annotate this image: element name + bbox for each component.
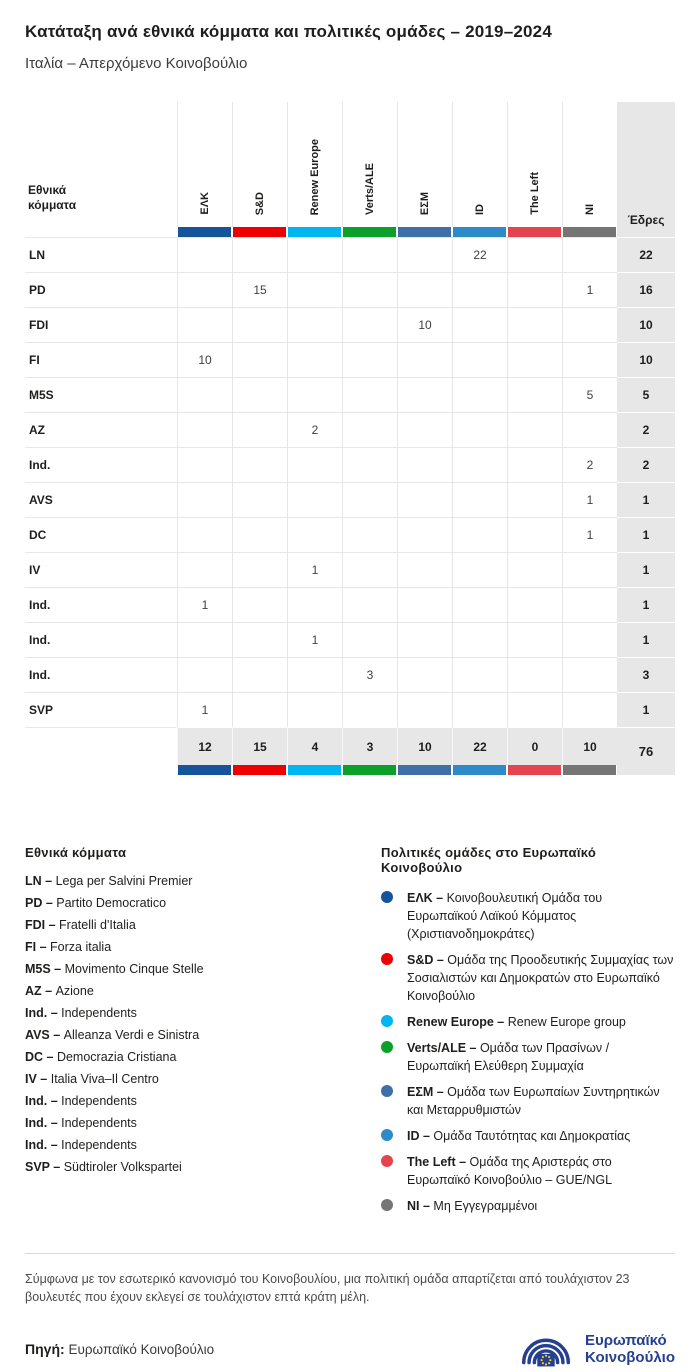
party-fullname: Südtiroler Volkspartei — [63, 1160, 182, 1174]
seat-cell — [452, 622, 507, 657]
seat-cell — [507, 482, 562, 517]
column-header-id — [452, 102, 507, 227]
group-color-bar-bottom — [287, 765, 342, 775]
seat-cell — [507, 517, 562, 552]
seat-cell: 1 — [177, 692, 232, 727]
seat-cell — [342, 237, 397, 272]
color-bar — [178, 765, 231, 775]
group-color-bar-top — [287, 227, 342, 237]
seat-cell: 22 — [452, 237, 507, 272]
party-fullname: Azione — [55, 984, 94, 998]
group-description: Ομάδα των Ευρωπαίων Συντηρητικών και Μεταρρυθμιστών — [407, 1085, 660, 1117]
party-name: PD — [25, 272, 177, 307]
group-color-bar-top — [342, 227, 397, 237]
row-total: 1 — [617, 622, 675, 657]
seat-cell — [177, 657, 232, 692]
party-legend-item — [25, 962, 355, 977]
row-total: 10 — [617, 342, 675, 377]
group-legend-item — [381, 889, 675, 943]
seat-cell — [397, 272, 452, 307]
column-label: ΕΣΜ — [419, 191, 431, 215]
seat-cell — [397, 587, 452, 622]
party-abbr: Ind. – — [25, 1116, 62, 1130]
seat-cell — [507, 657, 562, 692]
seat-cell: 2 — [562, 447, 617, 482]
seat-cell — [232, 482, 287, 517]
group-color-dot — [381, 1041, 393, 1053]
row-total: 22 — [617, 237, 675, 272]
seat-cell — [287, 517, 342, 552]
group-color-bar-top — [507, 227, 562, 237]
party-name: AVS — [25, 482, 177, 517]
seat-cell — [562, 412, 617, 447]
party-fullname: Movimento Cinque Stelle — [64, 962, 204, 976]
group-description: Ομάδα Ταυτότητας και Δημοκρατίας — [433, 1129, 631, 1143]
column-total: 10 — [397, 727, 452, 765]
seat-cell — [232, 692, 287, 727]
seat-cell — [287, 307, 342, 342]
color-bar — [178, 227, 231, 237]
seat-cell — [232, 412, 287, 447]
column-total: 15 — [232, 727, 287, 765]
seat-cell — [397, 657, 452, 692]
seat-cell — [397, 447, 452, 482]
seat-cell — [452, 342, 507, 377]
party-name: Ind. — [25, 657, 177, 692]
seat-cell — [342, 412, 397, 447]
party-name: M5S — [25, 377, 177, 412]
party-abbr: AZ – — [25, 984, 56, 998]
seat-cell: 3 — [342, 657, 397, 692]
seat-cell — [232, 342, 287, 377]
party-abbr: Ind. – — [25, 1094, 62, 1108]
seat-cell — [232, 377, 287, 412]
group-legend-item — [381, 1039, 675, 1075]
party-fullname: Italia Viva–Il Centro — [50, 1072, 159, 1086]
seat-cell — [507, 692, 562, 727]
party-legend — [25, 845, 355, 1223]
seat-cell — [287, 377, 342, 412]
seat-cell — [452, 377, 507, 412]
party-abbr: AVS – — [25, 1028, 64, 1042]
seat-cell: 1 — [562, 482, 617, 517]
group-color-bar-bottom — [562, 765, 617, 775]
seat-cell — [342, 342, 397, 377]
seat-cell — [177, 412, 232, 447]
party-name: FDI — [25, 307, 177, 342]
seats-column-header: Έδρες — [617, 102, 675, 237]
seat-cell — [397, 482, 452, 517]
seat-cell — [342, 482, 397, 517]
row-total: 1 — [617, 587, 675, 622]
party-abbr: Ind. – — [25, 1006, 62, 1020]
source — [25, 1341, 214, 1357]
party-abbr: FDI – — [25, 918, 60, 932]
party-legend-item — [25, 1072, 355, 1087]
group-color-bar-bottom — [452, 765, 507, 775]
group-legend-item — [381, 1083, 675, 1119]
column-header-epp — [177, 102, 232, 227]
party-abbr: FI – — [25, 940, 51, 954]
party-legend-item — [25, 918, 355, 933]
group-color-bar-top — [452, 227, 507, 237]
party-fullname: Fratelli d'Italia — [59, 918, 136, 932]
party-name: FI — [25, 342, 177, 377]
party-legend-item — [25, 1006, 355, 1021]
color-bar — [343, 227, 396, 237]
seat-cell — [507, 622, 562, 657]
seat-cell — [562, 587, 617, 622]
seat-cell — [177, 447, 232, 482]
seat-cell — [452, 412, 507, 447]
seat-cell — [397, 692, 452, 727]
seat-cell — [397, 412, 452, 447]
group-color-dot — [381, 1129, 393, 1141]
seat-cell: 10 — [177, 342, 232, 377]
seat-cell — [507, 552, 562, 587]
source-label: Πηγή: — [25, 1341, 65, 1357]
color-bar — [508, 227, 561, 237]
seat-cell — [507, 307, 562, 342]
color-bar — [508, 765, 561, 775]
seat-cell — [232, 447, 287, 482]
group-legend-list — [381, 889, 675, 1215]
color-bar — [398, 765, 451, 775]
seat-cell — [562, 237, 617, 272]
color-bar — [398, 227, 451, 237]
seat-cell — [287, 237, 342, 272]
group-color-dot — [381, 1085, 393, 1097]
footnote: Σύμφωνα με τον εσωτερικό κανονισμό του Κοινοβουλίου, μια πολιτική ομάδα απαρτίζεται από τουλάχιστον 23 βουλευτές που έχουν εκλεγεί σε τουλάχιστον επτά κράτη μέλη. — [25, 1272, 630, 1304]
party-fullname: Partito Democratico — [56, 896, 167, 910]
seat-cell — [232, 587, 287, 622]
seat-cell — [507, 272, 562, 307]
seat-cell — [452, 447, 507, 482]
seat-cell — [452, 517, 507, 552]
seat-cell — [287, 342, 342, 377]
group-color-bar-bottom — [177, 765, 232, 775]
seat-cell — [232, 657, 287, 692]
group-color-dot — [381, 891, 393, 903]
color-bar — [343, 765, 396, 775]
row-total: 10 — [617, 307, 675, 342]
seat-cell — [562, 622, 617, 657]
row-total: 16 — [617, 272, 675, 307]
column-label: ID — [474, 204, 486, 215]
party-fullname: Independents — [61, 1094, 137, 1108]
row-total: 1 — [617, 552, 675, 587]
group-abbr: ΕΛΚ – — [407, 891, 447, 905]
seat-cell — [452, 587, 507, 622]
column-label: Verts/ALE — [364, 163, 376, 215]
row-total: 1 — [617, 517, 675, 552]
seat-cell — [562, 552, 617, 587]
seat-cell — [452, 307, 507, 342]
seat-cell — [287, 657, 342, 692]
party-name: Ind. — [25, 622, 177, 657]
color-bar — [563, 227, 616, 237]
party-legend-item — [25, 1050, 355, 1065]
page-title: Κατάταξη ανά εθνικά κόμματα και πολιτικές ομάδες – 2019–2024 — [25, 22, 552, 41]
seat-cell — [177, 307, 232, 342]
seat-cell — [342, 552, 397, 587]
seat-cell — [562, 692, 617, 727]
party-legend-list — [25, 874, 355, 1175]
seat-cell — [452, 272, 507, 307]
party-name: SVP — [25, 692, 177, 727]
footer-row — [25, 1326, 675, 1372]
party-legend-item — [25, 1116, 355, 1131]
party-legend-item — [25, 940, 355, 955]
seat-cell — [507, 342, 562, 377]
seat-cell: 1 — [287, 552, 342, 587]
grand-total: 76 — [617, 727, 675, 775]
column-total: 4 — [287, 727, 342, 765]
party-fullname: Independents — [61, 1116, 137, 1130]
seat-cell — [397, 342, 452, 377]
party-fullname: Independents — [61, 1138, 137, 1152]
source-value: Ευρωπαϊκό Κοινοβούλιο — [68, 1342, 215, 1357]
seat-cell — [342, 587, 397, 622]
seat-cell: 15 — [232, 272, 287, 307]
seat-cell — [452, 657, 507, 692]
seat-cell — [507, 412, 562, 447]
row-total: 5 — [617, 377, 675, 412]
party-name: IV — [25, 552, 177, 587]
color-bar — [233, 765, 286, 775]
color-bar — [563, 765, 616, 775]
party-legend-item — [25, 1138, 355, 1153]
seat-cell — [177, 517, 232, 552]
group-color-dot — [381, 1199, 393, 1211]
party-abbr: PD – — [25, 896, 57, 910]
group-abbr: Renew Europe – — [407, 1015, 508, 1029]
group-color-dot — [381, 1155, 393, 1167]
party-name: Ind. — [25, 587, 177, 622]
seat-cell — [562, 342, 617, 377]
row-header-line2: κόμματα — [28, 198, 77, 212]
divider — [25, 1253, 675, 1254]
color-bar — [453, 227, 506, 237]
row-total: 3 — [617, 657, 675, 692]
group-color-bar-bottom — [232, 765, 287, 775]
seat-cell — [342, 517, 397, 552]
group-abbr: Verts/ALE – — [407, 1041, 480, 1055]
column-header-verts — [342, 102, 397, 227]
party-name: Ind. — [25, 447, 177, 482]
group-legend-heading: Πολιτικές ομάδες στο Ευρωπαϊκό Κοινοβούλιο — [381, 845, 597, 875]
party-legend-item — [25, 1028, 355, 1043]
group-color-bar-top — [562, 227, 617, 237]
column-header-left — [507, 102, 562, 227]
seat-cell — [452, 482, 507, 517]
totals-spacer — [25, 727, 177, 765]
color-bar — [288, 765, 341, 775]
legend-section — [25, 845, 675, 1223]
seat-cell — [287, 692, 342, 727]
ranking-table — [25, 102, 675, 775]
group-description: Ομάδα της Προοδευτικής Συμμαχίας των Σοσιαλιστών και Δημοκρατών στο Ευρωπαϊκό Κοινοβούλιο — [407, 953, 674, 1003]
seat-cell: 1 — [287, 622, 342, 657]
group-description: Μη Εγγεγραμμένοι — [433, 1199, 538, 1213]
group-color-bar-top — [177, 227, 232, 237]
group-abbr: NI – — [407, 1199, 434, 1213]
party-legend-item — [25, 896, 355, 911]
group-abbr: The Left – — [407, 1155, 470, 1169]
seat-cell — [342, 447, 397, 482]
seat-cell — [452, 692, 507, 727]
ep-logo-line2: Κοινοβούλιο — [584, 1349, 675, 1366]
seat-cell — [507, 447, 562, 482]
column-label: The Left — [529, 172, 541, 215]
party-fullname: Lega per Salvini Premier — [55, 874, 193, 888]
group-legend-item — [381, 951, 675, 1005]
seat-cell — [177, 237, 232, 272]
seat-cell — [562, 657, 617, 692]
seat-cell — [177, 377, 232, 412]
row-total: 1 — [617, 482, 675, 517]
party-fullname: Democrazia Cristiana — [56, 1050, 177, 1064]
seat-cell — [397, 622, 452, 657]
seat-cell — [232, 552, 287, 587]
row-total: 2 — [617, 412, 675, 447]
row-total: 1 — [617, 692, 675, 727]
seat-cell — [507, 587, 562, 622]
seat-cell — [177, 552, 232, 587]
seat-cell — [397, 517, 452, 552]
party-abbr: LN – — [25, 874, 56, 888]
color-bar — [233, 227, 286, 237]
seat-cell — [287, 587, 342, 622]
group-color-bar-bottom — [342, 765, 397, 775]
party-legend-heading: Εθνικά κόμματα — [25, 845, 127, 860]
column-label: S&D — [254, 191, 266, 215]
group-abbr: ΕΣΜ – — [407, 1085, 448, 1099]
group-abbr: ID – — [407, 1129, 434, 1143]
party-abbr: DC – — [25, 1050, 57, 1064]
party-abbr: M5S – — [25, 962, 65, 976]
seat-cell — [452, 552, 507, 587]
party-fullname: Alleanza Verdi e Sinistra — [63, 1028, 200, 1042]
group-color-bar-top — [232, 227, 287, 237]
seat-cell — [397, 377, 452, 412]
seat-cell — [562, 307, 617, 342]
ep-logo — [515, 1326, 675, 1372]
column-total: 12 — [177, 727, 232, 765]
column-label: NI — [584, 204, 596, 215]
seat-cell — [397, 237, 452, 272]
row-header — [25, 102, 177, 227]
seat-cell — [232, 237, 287, 272]
group-color-bar-top — [397, 227, 452, 237]
column-label: ΕΛΚ — [199, 192, 211, 215]
group-legend — [381, 845, 675, 1223]
group-color-dot — [381, 953, 393, 965]
group-legend-item — [381, 1153, 675, 1189]
column-total: 22 — [452, 727, 507, 765]
group-legend-item — [381, 1013, 675, 1031]
seat-cell — [287, 482, 342, 517]
seat-cell — [287, 447, 342, 482]
ep-hemicycle-icon — [515, 1326, 577, 1372]
seat-cell — [342, 622, 397, 657]
seat-cell — [232, 622, 287, 657]
group-legend-item — [381, 1127, 675, 1145]
seat-cell — [232, 307, 287, 342]
party-fullname: Independents — [61, 1006, 137, 1020]
group-description: Ομάδα των Πρασίνων / Ευρωπαϊκή Ελεύθερη Συμμαχία — [407, 1041, 610, 1073]
seat-cell — [507, 377, 562, 412]
seat-cell — [342, 692, 397, 727]
seat-cell — [342, 307, 397, 342]
column-total: 10 — [562, 727, 617, 765]
group-description: Κοινοβουλευτική Ομάδα του Ευρωπαϊκού Λαϊκού Κόμματος (Χριστιανοδημοκράτες) — [407, 891, 603, 941]
party-legend-item — [25, 1160, 355, 1175]
ep-logo-line1: Ευρωπαϊκό — [584, 1332, 667, 1349]
seat-cell — [177, 272, 232, 307]
seat-cell: 10 — [397, 307, 452, 342]
ep-logo-text — [585, 1332, 675, 1366]
party-legend-item — [25, 874, 355, 889]
group-color-bar-bottom — [507, 765, 562, 775]
party-legend-item — [25, 1094, 355, 1109]
seat-cell: 2 — [287, 412, 342, 447]
seat-cell — [397, 552, 452, 587]
party-name: DC — [25, 517, 177, 552]
seat-cell — [177, 622, 232, 657]
column-total: 3 — [342, 727, 397, 765]
column-total: 0 — [507, 727, 562, 765]
column-header-sd — [232, 102, 287, 227]
page-subtitle: Ιταλία – Απερχόμενο Κοινοβούλιο — [25, 55, 248, 72]
seat-cell — [177, 482, 232, 517]
seat-cell: 1 — [562, 517, 617, 552]
seat-cell: 5 — [562, 377, 617, 412]
seat-cell — [507, 237, 562, 272]
row-total: 2 — [617, 447, 675, 482]
seat-cell: 1 — [177, 587, 232, 622]
group-color-bar-bottom — [397, 765, 452, 775]
party-abbr: SVP – — [25, 1160, 64, 1174]
party-name: AZ — [25, 412, 177, 447]
column-label: Renew Europe — [309, 138, 321, 215]
seat-cell — [342, 272, 397, 307]
group-color-dot — [381, 1015, 393, 1027]
seat-cell — [342, 377, 397, 412]
seat-cell: 1 — [562, 272, 617, 307]
row-header-line1: Εθνικά — [28, 183, 67, 197]
party-abbr: Ind. – — [25, 1138, 62, 1152]
group-description: Ομάδα της Αριστεράς στο Ευρωπαϊκό Κοινοβούλιο – GUE/NGL — [407, 1155, 613, 1187]
color-bar — [453, 765, 506, 775]
group-description: Renew Europe group — [507, 1015, 626, 1029]
column-header-ni — [562, 102, 617, 227]
seat-cell — [232, 517, 287, 552]
color-bar — [288, 227, 341, 237]
column-header-renew — [287, 102, 342, 227]
party-fullname: Forza italia — [50, 940, 112, 954]
party-name: LN — [25, 237, 177, 272]
party-abbr: IV – — [25, 1072, 51, 1086]
seat-cell — [287, 272, 342, 307]
group-abbr: S&D – — [407, 953, 448, 967]
party-legend-item — [25, 984, 355, 999]
column-header-ecr — [397, 102, 452, 227]
group-legend-item — [381, 1197, 675, 1215]
